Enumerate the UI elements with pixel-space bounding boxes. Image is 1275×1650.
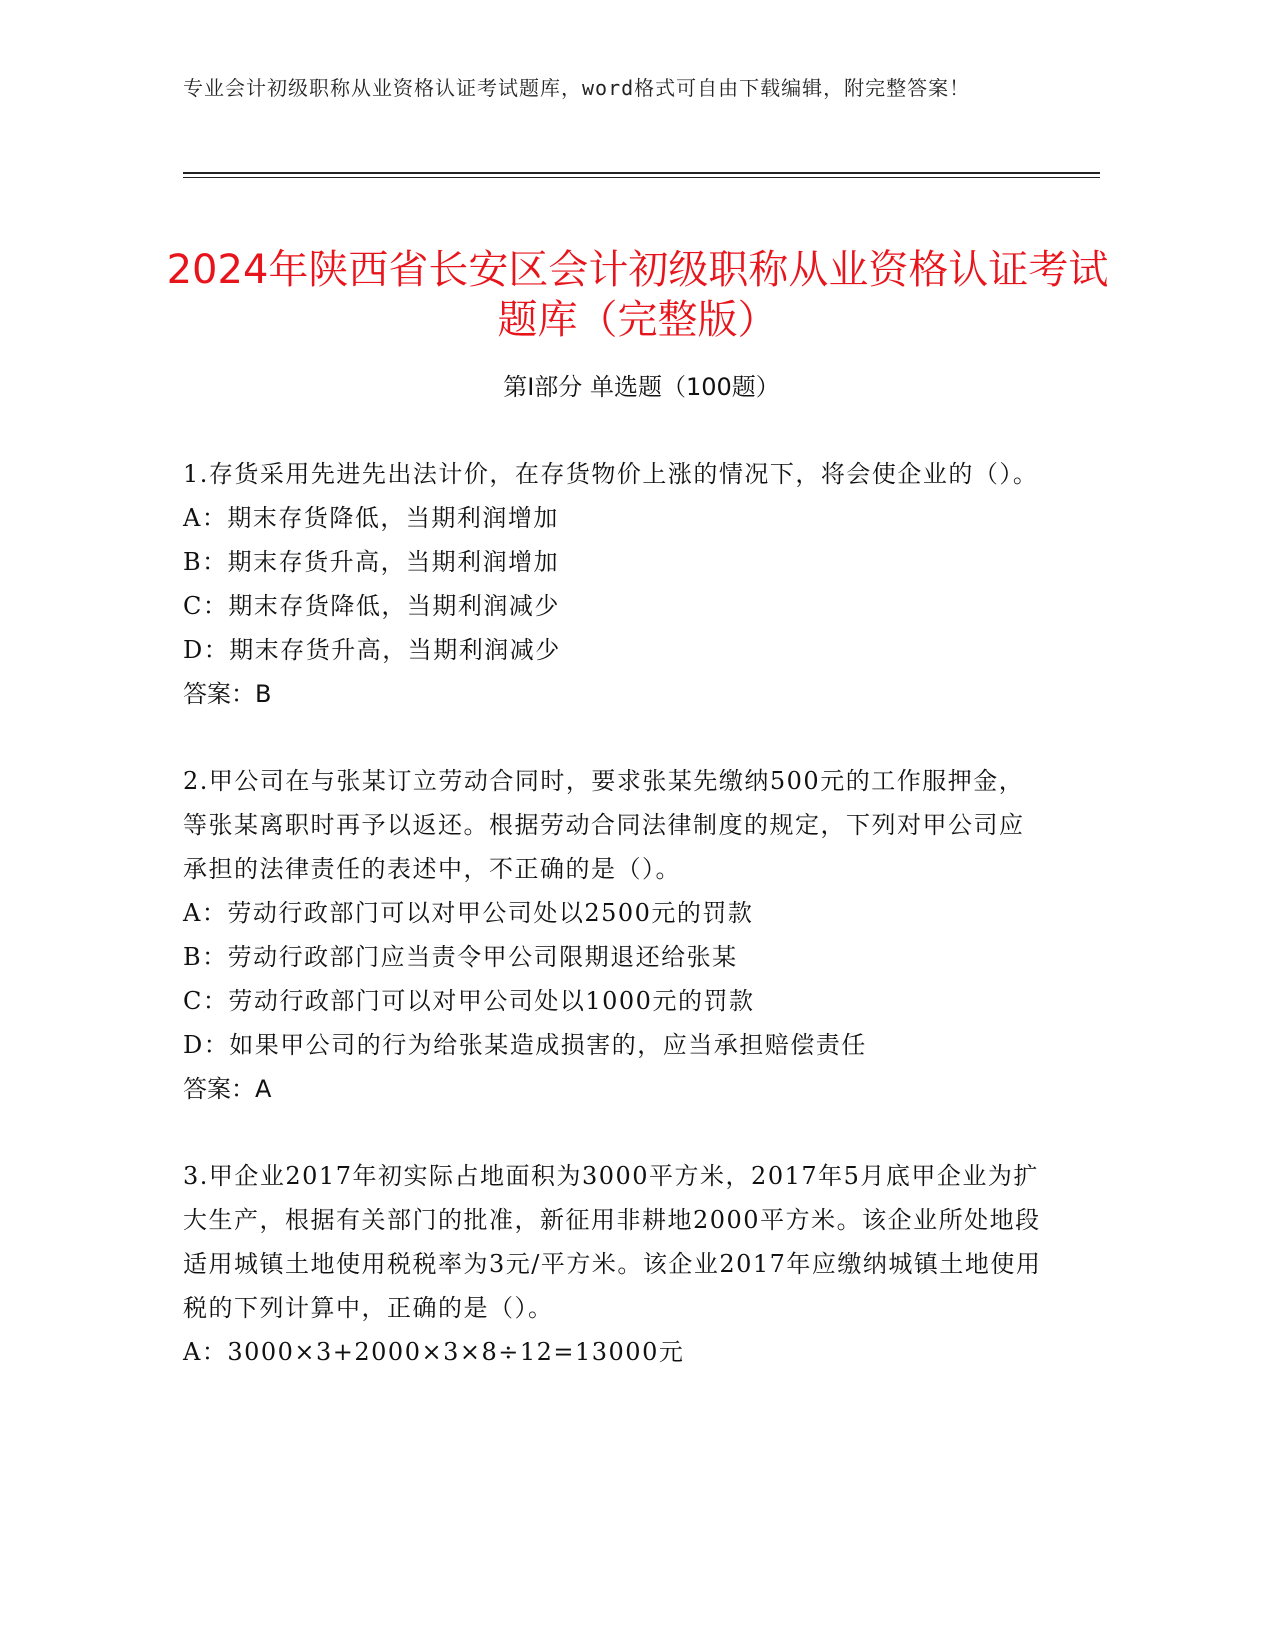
question-3 xyxy=(183,1154,1043,1374)
document-title: 2024年陕西省长安区会计初级职称从业资格认证考试题库（完整版） xyxy=(166,246,1109,343)
option-c: C：期末存货降低，当期利润减少 xyxy=(183,592,560,620)
option-b: B：劳动行政部门应当责令甲公司限期退还给张某 xyxy=(183,943,738,971)
section-heading: 第I部分 单选题（100题） xyxy=(503,373,780,401)
answer: 答案：A xyxy=(183,1075,272,1103)
header-divider-thick xyxy=(183,172,1100,174)
option-a: A：期末存货降低，当期利润增加 xyxy=(183,504,559,532)
option-a: A：劳动行政部门可以对甲公司处以2500元的罚款 xyxy=(183,899,754,927)
question-stem: 3.甲企业2017年初实际占地面积为3000平方米，2017年5月底甲企业为扩大生产，根据有关部门的批准，新征用非耕地2000平方米。该企业所处地段适用城镇土地使用税税率为3元/平方米。该企业2017年应缴纳城镇土地使用税的下列计算中，正确的是（）。 xyxy=(183,1162,1042,1322)
header-note: 专业会计初级职称从业资格认证考试题库，word格式可自由下载编辑，附完整答案！ xyxy=(183,76,971,100)
header-divider-thin xyxy=(183,177,1100,178)
option-b: B：期末存货升高，当期利润增加 xyxy=(183,548,560,576)
option-d: D：如果甲公司的行为给张某造成损害的，应当承担赔偿责任 xyxy=(183,1031,867,1059)
option-a: A：3000×3+2000×3×8÷12=13000元 xyxy=(183,1338,685,1366)
question-2 xyxy=(183,759,1043,1111)
question-list xyxy=(183,452,1043,1417)
question-1 xyxy=(183,452,1043,716)
question-stem: 2.甲公司在与张某订立劳动合同时，要求张某先缴纳500元的工作服押金，等张某离职时再予以返还。根据劳动合同法律制度的规定，下列对甲公司应承担的法律责任的表述中，不正确的是（）。 xyxy=(183,767,1025,883)
answer: 答案：B xyxy=(183,680,272,708)
question-stem: 1.存货采用先进先出法计价，在存货物价上涨的情况下，将会使企业的（）。 xyxy=(183,460,1039,488)
option-c: C：劳动行政部门可以对甲公司处以1000元的罚款 xyxy=(183,987,755,1015)
option-d: D：期末存货升高，当期利润减少 xyxy=(183,636,561,664)
